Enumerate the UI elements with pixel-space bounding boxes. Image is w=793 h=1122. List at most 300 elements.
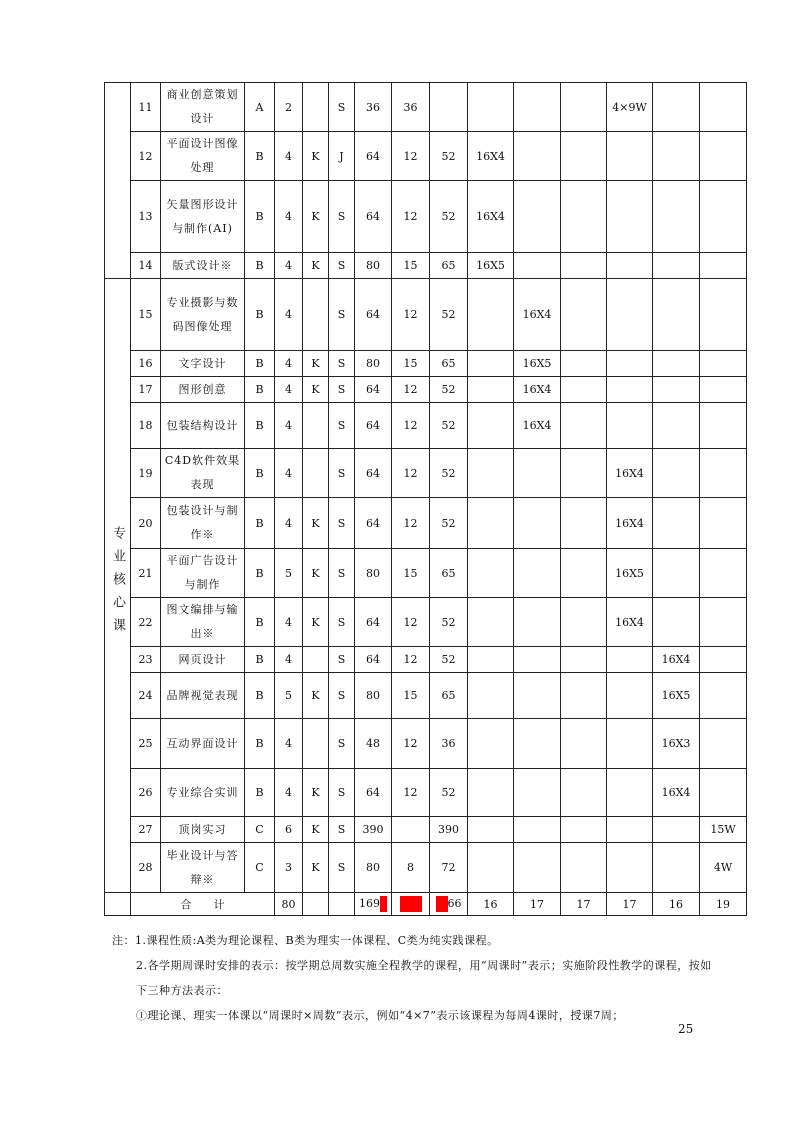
term-6-hours (700, 498, 747, 549)
course-credit: 4 (275, 449, 303, 498)
term-1-hours (468, 449, 514, 498)
note-2: 2.各学期周课时安排的表示：按学期总周数实施全程教学的课程，用“周课时”表示；实施阶段性教学的课程，按如下三种方法表示： (136, 959, 712, 997)
assessment-s: S (329, 279, 355, 351)
term-6-hours (700, 132, 747, 181)
assessment-k: K (303, 843, 329, 893)
course-name: 包装设计与制作※ (161, 498, 245, 549)
term-4-total: 17 (607, 893, 653, 916)
term-1-total: 16 (468, 893, 514, 916)
term-5-hours (653, 549, 700, 598)
term-4-hours (607, 673, 653, 719)
term-5-hours: 16X3 (653, 719, 700, 769)
assessment-k (303, 83, 329, 132)
term-6-hours (700, 279, 747, 351)
assessment-k: K (303, 253, 329, 279)
total-hours: 64 (355, 769, 392, 817)
total-hours-sum (355, 893, 392, 916)
course-credit: 4 (275, 403, 303, 449)
theory-hours-sum (392, 893, 430, 916)
term-5-hours: 16X4 (653, 647, 700, 673)
term-6-hours (700, 449, 747, 498)
term-2-hours (514, 719, 561, 769)
term-5-hours (653, 83, 700, 132)
total-row (105, 893, 747, 916)
table-row (105, 673, 747, 719)
assessment-k (303, 403, 329, 449)
course-number: 18 (131, 403, 161, 449)
course-number: 11 (131, 83, 161, 132)
theory-hours: 15 (392, 351, 430, 377)
term-2-hours (514, 817, 561, 843)
term-4-hours (607, 181, 653, 253)
total-hours: 390 (355, 817, 392, 843)
course-table (104, 82, 747, 916)
course-name: C4D软件效果表现 (161, 449, 245, 498)
course-credit: 4 (275, 377, 303, 403)
page-number: 25 (678, 1022, 694, 1036)
term-5-hours (653, 843, 700, 893)
assessment-s: S (329, 498, 355, 549)
assessment-s: S (329, 719, 355, 769)
term-5-hours (653, 449, 700, 498)
total-hours: 36 (355, 83, 392, 132)
course-name: 文字设计 (161, 351, 245, 377)
term-3-hours (561, 403, 607, 449)
theory-hours: 15 (392, 549, 430, 598)
term-3-hours (561, 598, 607, 647)
term-1-hours (468, 673, 514, 719)
term-3-hours (561, 351, 607, 377)
practice-hours-sum (430, 893, 468, 916)
assessment-s: S (329, 403, 355, 449)
term-4-hours: 16X4 (607, 598, 653, 647)
term-1-hours (468, 377, 514, 403)
term-4-hours (607, 403, 653, 449)
course-name: 专业综合实训 (161, 769, 245, 817)
theory-hours: 12 (392, 769, 430, 817)
term-5-total: 16 (653, 893, 700, 916)
practice-hours: 52 (430, 181, 468, 253)
practice-hours: 65 (430, 673, 468, 719)
table-row (105, 719, 747, 769)
practice-hours: 390 (430, 817, 468, 843)
term-4-hours: 16X4 (607, 449, 653, 498)
term-3-hours (561, 377, 607, 403)
total-hours: 64 (355, 181, 392, 253)
term-3-hours (561, 83, 607, 132)
course-nature: B (245, 253, 275, 279)
course-credit: 3 (275, 843, 303, 893)
practice-hours: 52 (430, 598, 468, 647)
term-4-hours (607, 843, 653, 893)
term-4-hours (607, 279, 653, 351)
term-3-total: 17 (561, 893, 607, 916)
course-number: 14 (131, 253, 161, 279)
course-credit: 2 (275, 83, 303, 132)
term-3-hours (561, 549, 607, 598)
term-6-hours (700, 83, 747, 132)
term-3-hours (561, 253, 607, 279)
table-row (105, 132, 747, 181)
term-5-hours (653, 598, 700, 647)
redaction-mark (436, 896, 448, 912)
theory-hours: 8 (392, 843, 430, 893)
course-credit: 5 (275, 549, 303, 598)
term-1-hours (468, 403, 514, 449)
total-hours: 64 (355, 403, 392, 449)
assessment-s: S (329, 647, 355, 673)
course-nature: B (245, 181, 275, 253)
course-nature: B (245, 647, 275, 673)
theory-hours: 12 (392, 647, 430, 673)
course-credit: 4 (275, 279, 303, 351)
course-nature: B (245, 498, 275, 549)
term-2-hours (514, 449, 561, 498)
course-number: 13 (131, 181, 161, 253)
assessment-s: S (329, 549, 355, 598)
course-name: 矢量图形设计与制作(AI) (161, 181, 245, 253)
assessment-s: S (329, 598, 355, 647)
course-nature: B (245, 549, 275, 598)
course-nature: B (245, 377, 275, 403)
course-name: 包装结构设计 (161, 403, 245, 449)
course-credit: 4 (275, 598, 303, 647)
total-hours: 64 (355, 132, 392, 181)
table-row (105, 351, 747, 377)
term-1-hours (468, 647, 514, 673)
total-hours: 64 (355, 647, 392, 673)
course-nature: B (245, 449, 275, 498)
assessment-k: K (303, 817, 329, 843)
practice-hours: 52 (430, 279, 468, 351)
term-2-total: 17 (514, 893, 561, 916)
course-nature: B (245, 769, 275, 817)
practice-hours: 65 (430, 549, 468, 598)
assessment-s: S (329, 673, 355, 719)
course-nature: B (245, 132, 275, 181)
term-4-hours (607, 253, 653, 279)
course-number: 27 (131, 817, 161, 843)
assessment-k: K (303, 377, 329, 403)
course-name: 图形创意 (161, 377, 245, 403)
term-2-hours: 16X4 (514, 279, 561, 351)
term-2-hours (514, 549, 561, 598)
table-row (105, 449, 747, 498)
course-name: 顶岗实习 (161, 817, 245, 843)
assessment-s: S (329, 83, 355, 132)
total-hours-text: 169 (359, 897, 380, 910)
course-nature: B (245, 719, 275, 769)
term-1-hours: 16X5 (468, 253, 514, 279)
term-5-hours (653, 253, 700, 279)
table-row (105, 769, 747, 817)
table-row (105, 279, 747, 351)
course-nature: B (245, 279, 275, 351)
assessment-s: S (329, 253, 355, 279)
course-number: 28 (131, 843, 161, 893)
assessment-k: K (303, 132, 329, 181)
assessment-k: K (303, 181, 329, 253)
term-2-hours (514, 843, 561, 893)
theory-hours: 12 (392, 719, 430, 769)
term-1-hours (468, 843, 514, 893)
term-1-hours (468, 498, 514, 549)
term-4-hours (607, 377, 653, 403)
practice-hours: 52 (430, 403, 468, 449)
term-2-hours: 16X4 (514, 377, 561, 403)
course-name: 毕业设计与答辩※ (161, 843, 245, 893)
practice-hours: 52 (430, 769, 468, 817)
term-5-hours: 16X5 (653, 673, 700, 719)
term-3-hours (561, 817, 607, 843)
term-5-hours (653, 377, 700, 403)
term-3-hours (561, 449, 607, 498)
term-5-hours (653, 351, 700, 377)
notes (112, 928, 712, 1028)
course-credit: 4 (275, 769, 303, 817)
total-hours: 80 (355, 351, 392, 377)
term-5-hours: 16X4 (653, 769, 700, 817)
term-6-hours: 15W (700, 817, 747, 843)
term-3-hours (561, 132, 607, 181)
term-6-hours (700, 351, 747, 377)
total-hours: 48 (355, 719, 392, 769)
table-row (105, 647, 747, 673)
course-nature: B (245, 403, 275, 449)
theory-hours: 12 (392, 279, 430, 351)
table-row (105, 498, 747, 549)
term-1-hours (468, 817, 514, 843)
term-6-hours (700, 181, 747, 253)
theory-hours: 15 (392, 673, 430, 719)
assessment-k: K (303, 498, 329, 549)
total-hours: 64 (355, 498, 392, 549)
assessment-k: K (303, 351, 329, 377)
term-1-hours (468, 549, 514, 598)
term-4-hours: 16X4 (607, 498, 653, 549)
term-4-hours (607, 769, 653, 817)
practice-hours: 36 (430, 719, 468, 769)
course-credit: 4 (275, 719, 303, 769)
total-hours: 80 (355, 253, 392, 279)
course-number: 26 (131, 769, 161, 817)
course-number: 19 (131, 449, 161, 498)
term-2-hours: 16X4 (514, 403, 561, 449)
practice-hours (430, 83, 468, 132)
term-6-hours (700, 253, 747, 279)
term-4-hours (607, 647, 653, 673)
category-text: 专业核心课 (110, 526, 125, 641)
course-name: 互动界面设计 (161, 719, 245, 769)
term-5-hours (653, 279, 700, 351)
course-credit: 4 (275, 498, 303, 549)
term-1-hours (468, 769, 514, 817)
assessment-s: S (329, 769, 355, 817)
course-credit: 4 (275, 647, 303, 673)
theory-hours: 12 (392, 132, 430, 181)
term-4-hours (607, 351, 653, 377)
assessment-s: S (329, 817, 355, 843)
term-3-hours (561, 843, 607, 893)
total-blank (105, 893, 131, 916)
course-number: 25 (131, 719, 161, 769)
assessment-k: K (303, 769, 329, 817)
term-3-hours (561, 181, 607, 253)
practice-hours: 52 (430, 132, 468, 181)
theory-hours: 12 (392, 403, 430, 449)
term-1-hours (468, 279, 514, 351)
term-3-hours (561, 279, 607, 351)
total-hours: 64 (355, 449, 392, 498)
course-nature: C (245, 843, 275, 893)
table-row (105, 598, 747, 647)
term-6-hours (700, 673, 747, 719)
course-number: 15 (131, 279, 161, 351)
term-4-hours: 16X5 (607, 549, 653, 598)
total-k-blank (303, 893, 329, 916)
term-6-total: 19 (700, 893, 747, 916)
term-2-hours (514, 673, 561, 719)
note-3: ①理论课、理实一体课以“周课时×周数”表示，例如“4×7”表示该课程为每周4课时，授课7周； (136, 1009, 624, 1022)
course-number: 12 (131, 132, 161, 181)
theory-hours: 12 (392, 598, 430, 647)
course-credit: 4 (275, 253, 303, 279)
term-2-hours (514, 83, 561, 132)
term-6-hours (700, 549, 747, 598)
term-6-hours: 4W (700, 843, 747, 893)
table-row (105, 253, 747, 279)
course-number: 23 (131, 647, 161, 673)
course-nature: A (245, 83, 275, 132)
practice-hours: 52 (430, 377, 468, 403)
theory-hours: 12 (392, 181, 430, 253)
term-4-hours (607, 132, 653, 181)
term-6-hours (700, 647, 747, 673)
term-4-hours (607, 719, 653, 769)
term-1-hours (468, 83, 514, 132)
practice-hours: 65 (430, 253, 468, 279)
term-1-hours (468, 351, 514, 377)
term-3-hours (561, 673, 607, 719)
total-hours: 80 (355, 843, 392, 893)
category-label (105, 279, 131, 893)
term-2-hours: 16X5 (514, 351, 561, 377)
note-1: 注：1.课程性质:A类为理论课程、B类为理实一体课程、C类为纯实践课程。 (112, 934, 499, 947)
course-credit: 6 (275, 817, 303, 843)
course-name: 品牌视觉表现 (161, 673, 245, 719)
course-name: 版式设计※ (161, 253, 245, 279)
term-2-hours (514, 598, 561, 647)
term-1-hours (468, 719, 514, 769)
theory-hours: 36 (392, 83, 430, 132)
term-1-hours: 16X4 (468, 132, 514, 181)
term-2-hours (514, 132, 561, 181)
term-6-hours (700, 769, 747, 817)
assessment-k (303, 449, 329, 498)
total-hours: 64 (355, 598, 392, 647)
theory-hours: 15 (392, 253, 430, 279)
course-number: 24 (131, 673, 161, 719)
practice-hours: 52 (430, 498, 468, 549)
assessment-k: K (303, 673, 329, 719)
assessment-s: S (329, 181, 355, 253)
table-row (105, 403, 747, 449)
course-number: 20 (131, 498, 161, 549)
practice-hours: 72 (430, 843, 468, 893)
practice-hours-text: 66 (447, 897, 462, 910)
term-3-hours (561, 647, 607, 673)
term-5-hours (653, 181, 700, 253)
course-nature: B (245, 673, 275, 719)
total-hours: 64 (355, 377, 392, 403)
term-4-hours: 4×9W (607, 83, 653, 132)
total-credit: 80 (275, 893, 303, 916)
redaction-mark (400, 896, 422, 912)
assessment-k: K (303, 598, 329, 647)
table-row (105, 843, 747, 893)
term-5-hours (653, 403, 700, 449)
theory-hours: 12 (392, 449, 430, 498)
course-name: 平面广告设计与制作 (161, 549, 245, 598)
term-1-hours: 16X4 (468, 181, 514, 253)
course-credit: 5 (275, 673, 303, 719)
course-credit: 4 (275, 351, 303, 377)
course-number: 17 (131, 377, 161, 403)
course-name: 平面设计图像处理 (161, 132, 245, 181)
assessment-s: S (329, 377, 355, 403)
course-name: 网页设计 (161, 647, 245, 673)
practice-hours: 52 (430, 647, 468, 673)
redaction-mark (380, 896, 387, 912)
assessment-s: S (329, 449, 355, 498)
theory-hours: 12 (392, 498, 430, 549)
assessment-s: J (329, 132, 355, 181)
course-number: 16 (131, 351, 161, 377)
course-credit: 4 (275, 132, 303, 181)
practice-hours: 52 (430, 449, 468, 498)
course-name: 商业创意策划设计 (161, 83, 245, 132)
term-2-hours (514, 253, 561, 279)
course-nature: B (245, 598, 275, 647)
term-2-hours (514, 181, 561, 253)
table-row (105, 83, 747, 132)
assessment-s: S (329, 351, 355, 377)
term-3-hours (561, 769, 607, 817)
theory-hours: 12 (392, 377, 430, 403)
term-1-hours (468, 598, 514, 647)
term-6-hours (700, 403, 747, 449)
term-3-hours (561, 719, 607, 769)
total-label: 合 计 (131, 893, 275, 916)
assessment-s: S (329, 843, 355, 893)
course-name: 图文编排与输出※ (161, 598, 245, 647)
course-number: 22 (131, 598, 161, 647)
assessment-k (303, 647, 329, 673)
term-6-hours (700, 719, 747, 769)
assessment-k: K (303, 549, 329, 598)
course-credit: 4 (275, 181, 303, 253)
term-2-hours (514, 769, 561, 817)
total-hours: 64 (355, 279, 392, 351)
total-hours: 80 (355, 549, 392, 598)
assessment-k (303, 719, 329, 769)
term-6-hours (700, 598, 747, 647)
table-row (105, 549, 747, 598)
term-6-hours (700, 377, 747, 403)
total-hours: 80 (355, 673, 392, 719)
term-5-hours (653, 498, 700, 549)
practice-hours: 65 (430, 351, 468, 377)
